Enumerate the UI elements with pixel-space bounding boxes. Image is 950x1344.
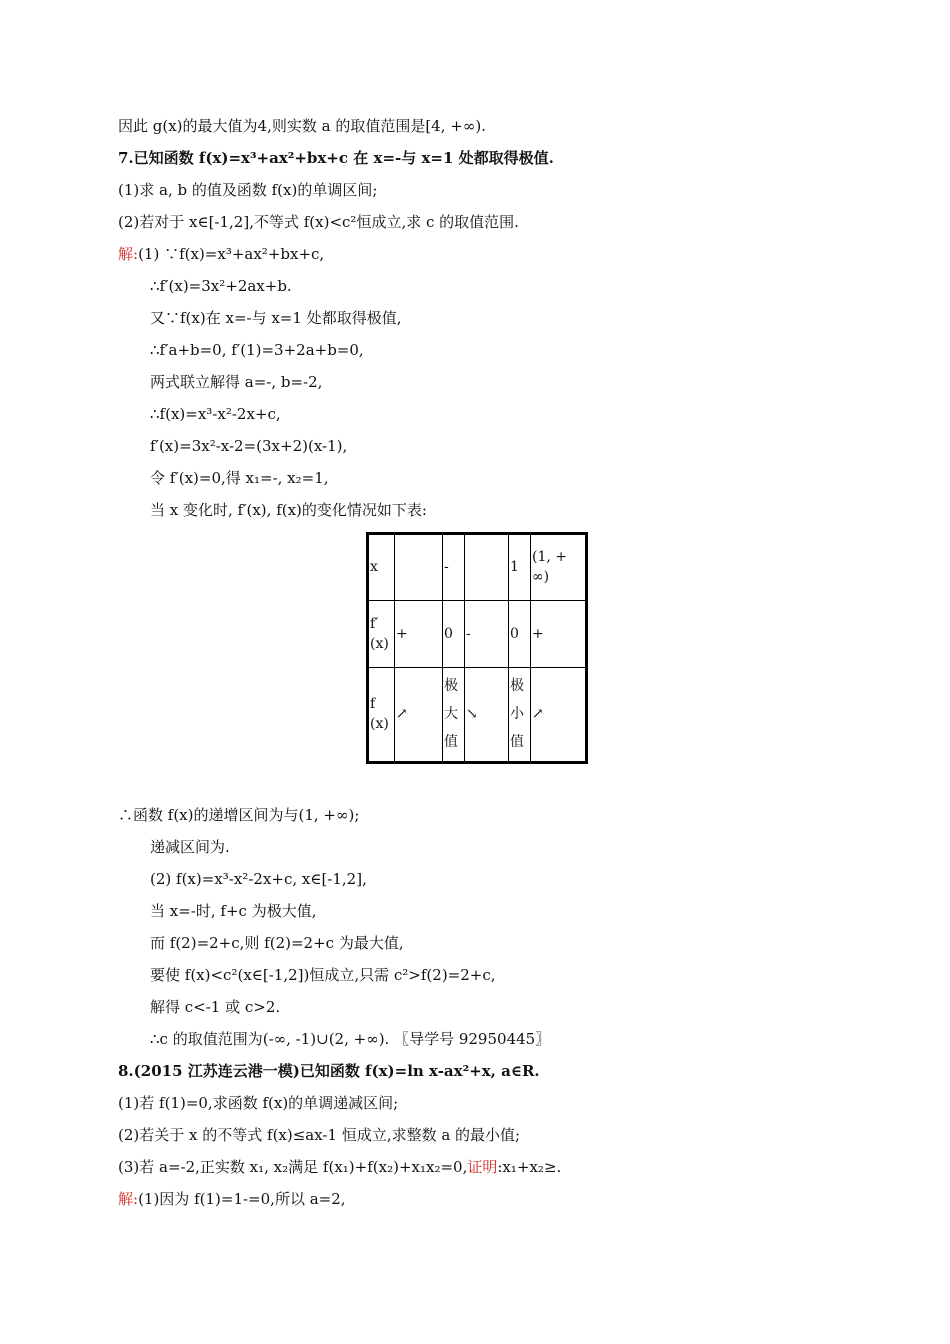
problem-7-part-2: (2)若对于 x∈[-1,2],不等式 f(x)<c²恒成立,求 c 的取值范围. xyxy=(118,213,519,231)
text-line: ∴c 的取值范围为(-∞, -1)∪(2, +∞). 〖导学号 92950445〗 xyxy=(150,1030,551,1048)
problem-8-part-2: (2)若关于 x 的不等式 f(x)≤ax-1 恒成立,求整数 a 的最小值; xyxy=(118,1126,521,1144)
text-line: 递减区间为. xyxy=(150,838,230,856)
problem-8-statement xyxy=(118,1061,540,1081)
table-cell: (1, +∞) xyxy=(531,534,587,601)
table-row-function xyxy=(368,667,587,762)
text-line: (1)因为 f(1)=1-=0,所以 a=2, xyxy=(138,1190,346,1208)
text-line: 因此 g(x)的最大值为4,则实数 a 的取值范围是[4, +∞). xyxy=(118,117,486,135)
text-line: f′(x)=3x²-x-2=(3x+2)(x-1), xyxy=(150,437,348,455)
text-line: 7.已知函数 f(x)=x³+ax²+bx+c 在 x=-与 x=1 处都取得极值. xyxy=(118,149,554,167)
text-line: 8.(2015 江苏连云港一模)已知函数 f(x)=ln x-ax²+x, a∈R. xyxy=(118,1062,540,1080)
text-line: 当 x 变化时, f′(x), f(x)的变化情况如下表: xyxy=(150,501,427,519)
table-cell: - xyxy=(443,534,465,601)
variation-table xyxy=(366,532,588,764)
table-cell: f(x) xyxy=(368,667,395,762)
table-cell: 极大值 xyxy=(443,667,465,762)
text-line: 当 x=-时, f+c 为极大值, xyxy=(150,902,317,920)
table-cell: ↘ xyxy=(465,667,509,762)
text-line: 令 f′(x)=0,得 x₁=-, x₂=1, xyxy=(150,469,329,487)
text-line: (2) f(x)=x³-x²-2x+c, x∈[-1,2], xyxy=(150,870,367,888)
text-line: ∴f′(x)=3x²+2ax+b. xyxy=(150,277,292,295)
text-line: ∴f′a+b=0, f′(1)=3+2a+b=0, xyxy=(150,341,364,359)
text-line: 要使 f(x)<c²(x∈[-1,2])恒成立,只需 c²>f(2)=2+c, xyxy=(150,966,496,984)
problem-7-part-1: (1)求 a, b 的值及函数 f(x)的单调区间; xyxy=(118,181,378,199)
table-cell: ↗ xyxy=(395,667,443,762)
table-cell xyxy=(465,534,509,601)
table-cell: x xyxy=(368,534,395,601)
table-cell: + xyxy=(395,600,443,667)
solution-label: 解: xyxy=(118,1190,139,1208)
solution-8-start xyxy=(118,1189,346,1209)
table-row-derivative xyxy=(368,600,587,667)
text-line: 而 f(2)=2+c,则 f(2)=2+c 为最大值, xyxy=(150,934,404,952)
table-cell: + xyxy=(531,600,587,667)
text-line: ∴函数 f(x)的递增区间为与(1, +∞); xyxy=(118,806,360,824)
solution-label: 解: xyxy=(118,245,139,263)
table-cell: ↗ xyxy=(531,667,587,762)
text-line: :x₁+x₂≥. xyxy=(497,1158,562,1176)
table-cell: 0 xyxy=(443,600,465,667)
proof-label: 证明 xyxy=(467,1158,498,1176)
text-line: (3)若 a=-2,正实数 x₁, x₂满足 f(x₁)+f(x₂)+x₁x₂=0, xyxy=(118,1158,468,1176)
text-line: 又∵f(x)在 x=-与 x=1 处都取得极值, xyxy=(150,309,402,327)
table-cell: - xyxy=(465,600,509,667)
text-line: 解得 c<-1 或 c>2. xyxy=(150,998,281,1016)
problem-7-statement xyxy=(118,148,554,168)
table-row-x xyxy=(368,534,587,601)
text-line: ∴f(x)=x³-x²-2x+c, xyxy=(150,405,281,423)
table-cell: f′(x) xyxy=(368,600,395,667)
table-cell: 极小值 xyxy=(509,667,531,762)
text-line: (1) ∵f(x)=x³+ax²+bx+c, xyxy=(138,245,325,263)
table-cell: 0 xyxy=(509,600,531,667)
table-cell xyxy=(395,534,443,601)
problem-8-part-3 xyxy=(118,1157,561,1177)
solution-7-start xyxy=(118,244,324,264)
problem-8-part-1: (1)若 f(1)=0,求函数 f(x)的单调递减区间; xyxy=(118,1094,399,1112)
table-cell: 1 xyxy=(509,534,531,601)
text-line: 两式联立解得 a=-, b=-2, xyxy=(150,373,323,391)
